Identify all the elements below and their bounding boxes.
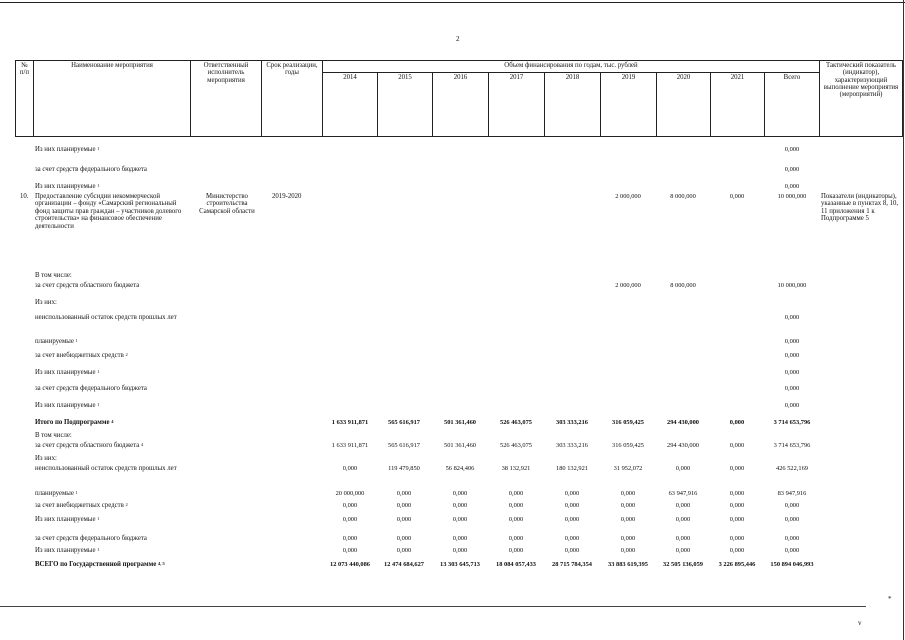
row-label: за счет средств федерального бюджета: [35, 166, 147, 173]
row-label: Из них планируемые $^1$: [35, 547, 100, 554]
value-cell: 0,000: [396, 502, 412, 509]
value-cell: 526 463,075: [500, 419, 532, 426]
value-cell: 10 000,000: [777, 282, 807, 289]
row-label: неиспользованный остаток средств прошлых лет: [35, 314, 177, 321]
value-cell: 0,000: [784, 166, 800, 173]
value-cell: 0,000: [620, 535, 636, 542]
value-cell: 0,000: [396, 516, 412, 523]
value-cell: 31 952,072: [613, 465, 643, 472]
value-cell: 0,000: [396, 547, 412, 554]
value-cell: 28 715 784,354: [552, 561, 592, 568]
value-cell: 0,000: [508, 502, 524, 509]
header-year: 2019: [600, 72, 656, 137]
value-cell: 0,000: [508, 516, 524, 523]
footnote-mark: 1: [75, 338, 78, 343]
value-cell: 565 616,917: [388, 419, 420, 426]
row-label: за счет внебюджетных средств $^2$: [35, 502, 128, 509]
value-cell: 0,000: [784, 338, 800, 345]
value-cell: 0,000: [729, 516, 745, 523]
page-mark-corner: v: [858, 619, 862, 627]
footnote-mark: 4: [111, 419, 114, 424]
page-right-border: [903, 0, 904, 640]
value-cell: 13 303 645,713: [440, 561, 480, 568]
header-num: № п/п: [15, 60, 33, 137]
value-cell: 0,000: [729, 502, 745, 509]
value-cell: 294 430,000: [667, 442, 699, 449]
row-number: 10.: [20, 193, 29, 200]
value-cell: 0,000: [784, 385, 800, 392]
value-cell: 0,000: [784, 314, 800, 321]
value-cell: 0,000: [729, 490, 745, 497]
value-cell: 63 947,916: [668, 490, 698, 497]
value-cell: 526 463,075: [500, 442, 532, 449]
header-responsible: Ответственный исполнитель мероприятия: [190, 60, 261, 137]
footnote-mark: 1: [75, 490, 78, 495]
value-cell: 565 616,917: [388, 442, 420, 449]
page-top-border: [0, 2, 905, 3]
header-year: 2020: [656, 72, 710, 137]
value-cell: 0,000: [784, 535, 800, 542]
footnote-mark: 4, 5: [158, 561, 165, 566]
value-cell: 0,000: [342, 465, 358, 472]
value-cell: 303 333,216: [556, 442, 588, 449]
row-term: 2019-2020: [272, 193, 302, 200]
row-label: Итого по Подпрограмме $^4$: [35, 419, 114, 426]
row-label: планируемые $^1$: [35, 490, 78, 497]
value-cell: 0,000: [564, 516, 580, 523]
value-cell: 18 084 057,433: [496, 561, 536, 568]
value-cell: 180 132,921: [556, 465, 588, 472]
value-cell: 33 883 619,395: [608, 561, 648, 568]
value-cell: 0,000: [452, 490, 468, 497]
value-cell: 0,000: [508, 490, 524, 497]
footnote-mark: 1: [97, 402, 100, 407]
value-cell: 0,000: [729, 465, 745, 472]
header-year: 2018: [544, 72, 600, 137]
value-cell: 0,000: [620, 502, 636, 509]
header-name: Наименование мероприятия: [33, 60, 190, 137]
row-indicator: Показатели (индикаторы), указанные в пунктах 8, 10, 11 приложения 1 к Подпрограмме 5: [821, 193, 899, 223]
value-cell: 8 000,000: [670, 282, 696, 289]
footnote-mark: 1: [97, 146, 100, 151]
footnote-mark: 1: [97, 369, 100, 374]
row-label: Из них планируемые $^1$: [35, 146, 100, 153]
header-term: Срок реализации, годы: [261, 60, 322, 137]
value-cell: 38 132,921: [501, 465, 531, 472]
header-indicator: Тактический показатель (индикатор), характеризующий выполнение мероприятия (мероприятий): [819, 60, 903, 137]
header-year: 2021: [710, 72, 764, 137]
value-cell: 294 430,000: [667, 419, 699, 426]
value-cell: 0,000: [784, 369, 800, 376]
value-cell: 426 522,169: [776, 465, 808, 472]
value-cell: 150 894 046,993: [770, 561, 814, 568]
value-cell: 0,000: [675, 547, 691, 554]
value-cell: 0,000: [620, 490, 636, 497]
value-cell: 0,000: [784, 516, 800, 523]
value-cell: 316 059,425: [612, 442, 644, 449]
row-label: за счет средств областного бюджета $^4$: [35, 442, 144, 449]
header-year: 2016: [432, 72, 488, 137]
value-cell: 119 479,850: [388, 465, 420, 472]
row-label: за счет средств федерального бюджета: [35, 385, 147, 392]
value-cell: 0,000: [784, 146, 800, 153]
row-label: Из них:: [35, 455, 57, 462]
value-cell: 0,000: [452, 516, 468, 523]
footnote-mark: 4: [140, 442, 144, 447]
value-cell: 303 333,216: [556, 419, 588, 426]
value-cell: 0,000: [784, 183, 800, 190]
header-year: Всего: [764, 72, 819, 137]
value-cell: 0,000: [784, 547, 800, 554]
page-mark-top: 2: [456, 35, 460, 43]
value-cell: 1 633 911,871: [331, 442, 369, 449]
row-label: В том числе:: [35, 272, 72, 279]
value-cell: 0,000: [452, 535, 468, 542]
row-responsible: Министерство строительства Самарской области: [199, 193, 255, 215]
value-cell: 0,000: [729, 419, 745, 426]
value-cell: 0,000: [675, 535, 691, 542]
value-cell: 501 361,460: [444, 442, 476, 449]
value-cell: 0,000: [564, 502, 580, 509]
value-cell: 32 505 136,059: [663, 561, 703, 568]
value-cell: 0,000: [342, 535, 358, 542]
row-label: Из них планируемые $^1$: [35, 402, 100, 409]
value-cell: 2 000,000: [615, 282, 641, 289]
row-label: планируемые $^1$: [35, 338, 78, 345]
header-year: 2017: [488, 72, 544, 137]
value-cell: 0,000: [620, 516, 636, 523]
row-label: Из них планируемые $^1$: [35, 369, 100, 376]
page-bottom-line: [0, 606, 866, 607]
row-label: Из них:: [35, 299, 57, 306]
value-cell: 56 824,406: [445, 465, 475, 472]
value-cell: 0,000: [784, 352, 800, 359]
value-cell: 0,000: [342, 547, 358, 554]
value-cell: 2 000,000: [615, 193, 641, 200]
value-cell: 8 000,000: [670, 193, 696, 200]
row-label: ВСЕГО по Государственной программе $^{4, 5}$: [35, 561, 165, 568]
value-cell: 0,000: [675, 516, 691, 523]
value-cell: 0,000: [729, 535, 745, 542]
value-cell: 0,000: [396, 535, 412, 542]
value-cell: 0,000: [675, 502, 691, 509]
row-label: за счет средств областного бюджета: [35, 282, 140, 289]
row-label: В том числе:: [35, 432, 72, 439]
row-label: за счет внебюджетных средств $^2$: [35, 352, 128, 359]
value-cell: 12 474 684,627: [384, 561, 424, 568]
footnote-mark: 2: [125, 502, 128, 507]
header-year: 2014: [322, 72, 377, 137]
value-cell: 0,000: [784, 402, 800, 409]
value-cell: 20 000,000: [335, 490, 365, 497]
value-cell: 0,000: [508, 535, 524, 542]
value-cell: 0,000: [675, 465, 691, 472]
footnote-mark: 2: [125, 352, 128, 357]
value-cell: 0,000: [784, 502, 800, 509]
header-bottom-border: [15, 136, 903, 137]
footnote-mark: 1: [97, 516, 100, 521]
value-cell: 0,000: [396, 490, 412, 497]
value-cell: 0,000: [452, 547, 468, 554]
header-funding: Объем финансирования по годам, тыс. рублей: [322, 60, 819, 72]
value-cell: 12 073 440,086: [330, 561, 370, 568]
row-label: Из них планируемые $^1$: [35, 516, 100, 523]
value-cell: 501 361,460: [444, 419, 476, 426]
value-cell: 0,000: [729, 547, 745, 554]
value-cell: 3 714 653,796: [773, 442, 811, 449]
footnote-mark: 1: [97, 547, 100, 552]
value-cell: 0,000: [508, 547, 524, 554]
row-label: Предоставление субсидии некоммерческой организации – фонду «Самарский региональный фонд защиты прав граждан – участников долевого строительства» на финансовое обеспечение деятельности: [35, 193, 182, 230]
value-cell: 0,000: [452, 502, 468, 509]
row-label: за счет средств федерального бюджета: [35, 535, 147, 542]
value-cell: 0,000: [564, 490, 580, 497]
row-label: Из них планируемые $^1$: [35, 183, 100, 190]
value-cell: 0,000: [564, 547, 580, 554]
value-cell: 3 226 895,446: [718, 561, 756, 568]
value-cell: 10 000,000: [777, 193, 807, 200]
row-label: неиспользованный остаток средств прошлых лет: [35, 465, 177, 472]
value-cell: 0,000: [729, 442, 745, 449]
value-cell: 1 633 911,871: [331, 419, 369, 426]
value-cell: 0,000: [564, 535, 580, 542]
header-year: 2015: [377, 72, 432, 137]
value-cell: 3 714 653,796: [773, 419, 811, 426]
value-cell: 0,000: [342, 516, 358, 523]
value-cell: 0,000: [620, 547, 636, 554]
footnote-mark: 1: [97, 183, 100, 188]
page-mark-bottom: *: [888, 595, 892, 603]
value-cell: 83 947,916: [777, 490, 807, 497]
value-cell: 316 059,425: [612, 419, 644, 426]
value-cell: 0,000: [729, 193, 745, 200]
value-cell: 0,000: [342, 502, 358, 509]
